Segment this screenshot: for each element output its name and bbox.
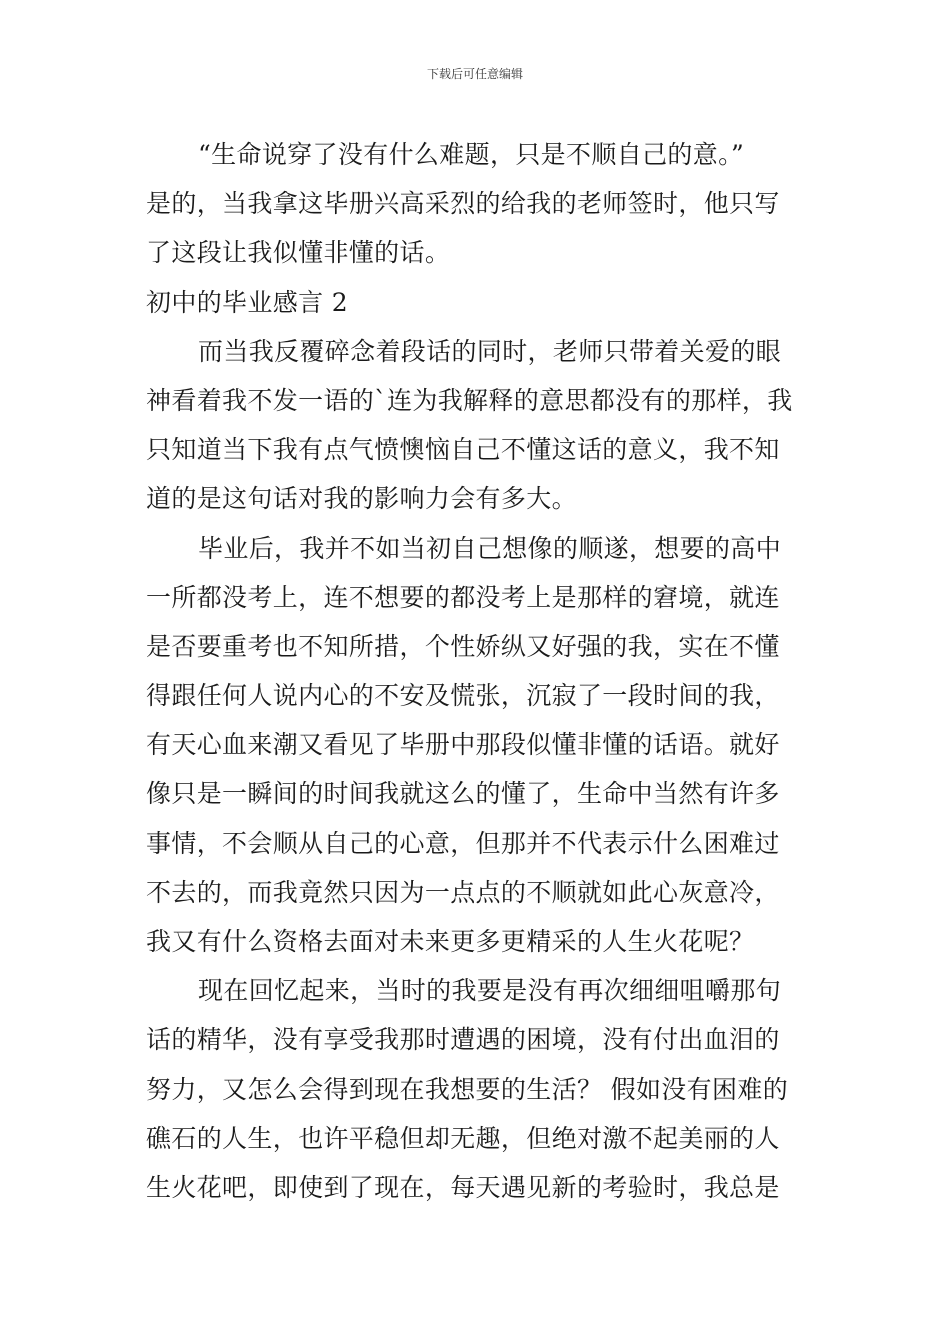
paragraph-line: 而当我反覆碎念着段话的同时，老师只带着关爱的眼 — [198, 336, 782, 366]
paragraph-line: 一所都没考上，连不想要的都没考上是那样的窘境，就连 — [146, 582, 780, 612]
paragraph-line: 像只是一瞬间的时间我就这么的懂了，生命中当然有许多 — [146, 779, 780, 809]
paragraph-line: 努力，又怎么会得到现在我想要的生活？ 假如没有困难的 — [146, 1074, 789, 1104]
paragraph-line: 不去的，而我竟然只因为一点点的不顺就如此心灰意冷， — [146, 877, 780, 907]
paragraph-line: 是否要重考也不知所措，个性娇纵又好强的我，实在不懂 — [146, 631, 780, 661]
paragraph-line: 生火花吧，即使到了现在，每天遇见新的考验时，我总是 — [146, 1172, 780, 1202]
paragraph-line: 只知道当下我有点气愤懊恼自己不懂这话的意义，我不知 — [146, 435, 780, 465]
paragraph-line: 是的，当我拿这毕册兴高采烈的给我的老师签时，他只写 — [146, 189, 780, 219]
document-body — [146, 130, 808, 1212]
paragraph-line: 毕业后，我并不如当初自己想像的顺遂，想要的高中 — [198, 533, 782, 563]
paragraph-line: 礁石的人生，也许平稳但却无趣，但绝对激不起美丽的人 — [146, 1123, 780, 1153]
paragraph-line: 有天心血来潮又看见了毕册中那段似懂非懂的话语。就好 — [146, 730, 780, 760]
paragraph-line: 事情，不会顺从自己的心意，但那并不代表示什么困难过 — [146, 828, 780, 858]
section-heading: 初中的毕业感言 2 — [146, 287, 349, 317]
paragraph-line: 道的是这句话对我的影响力会有多大。 — [146, 484, 577, 514]
paragraph-line: 神看着我不发一语的`连为我解释的意思都没有的那样，我 — [146, 385, 793, 415]
paragraph-line: 了这段让我似懂非懂的话。 — [146, 238, 451, 268]
header-note: 下载后可任意编辑 — [426, 67, 523, 81]
paragraph-line: 我又有什么资格去面对未来更多更精采的人生火花呢？ — [146, 927, 755, 956]
paragraph-line: “生命说穿了没有什么难题，只是不顺自己的意。” — [198, 140, 745, 169]
paragraph-line: 话的精华，没有享受我那时遭遇的困境，没有付出血泪的 — [146, 1025, 780, 1055]
paragraph-line: 现在回忆起来，当时的我要是没有再次细细咀嚼那句 — [198, 976, 782, 1006]
paragraph-line: 得跟任何人说内心的不安及慌张，沉寂了一段时间的我， — [146, 681, 780, 711]
